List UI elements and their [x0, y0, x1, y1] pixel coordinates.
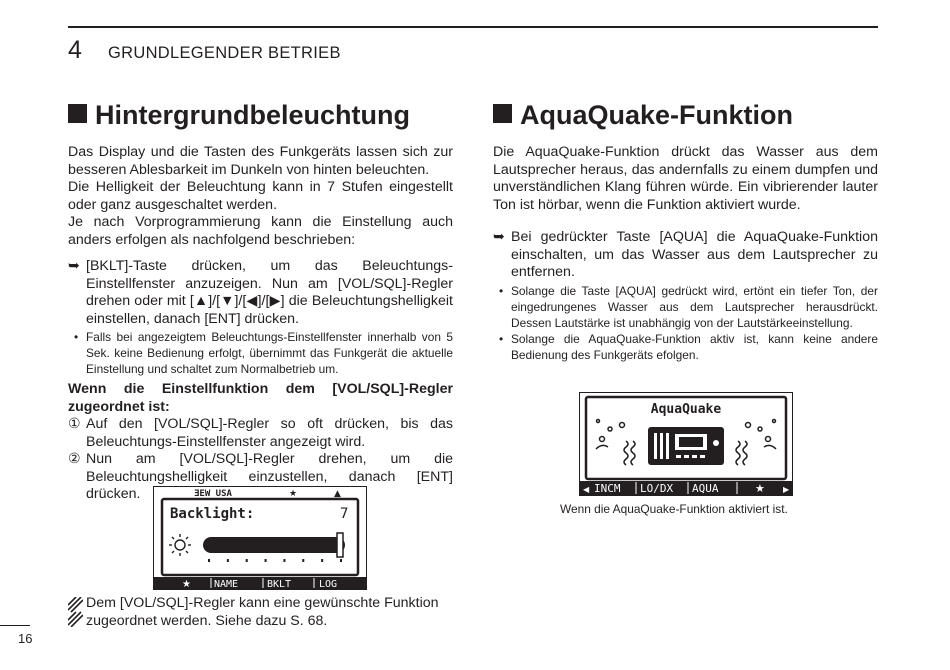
backlight-section [68, 144, 453, 504]
dot-bullet-icon: • [499, 283, 504, 298]
instruction-bullet: ➥ [BKLT]-Taste drücken, um das Beleuchtungs-Einstellfenster anzuzeigen. Nun am [VOL/SQL]-Regler drehen oder mit [▲]/[▼]/[◀]/[▶] die Beleuchtungshelligkeit einstellen, danach [ENT] drücken. [68, 258, 453, 327]
softkey-lodx: LO/DX [640, 482, 674, 495]
backlight-lcd-screenshot [153, 486, 367, 590]
aquaquake-lcd-screenshot [579, 392, 793, 496]
aquaquake-title: AquaQuake [650, 402, 722, 417]
backlight-value: 7 [340, 506, 349, 522]
dot-bullet-icon: • [74, 330, 79, 344]
softkey-star: ★ [755, 482, 765, 495]
sub-bullet: • Solange die AquaQuake-Funktion aktiv ist, kann keine andere Bedienung des Funkgeräts efolgen. [499, 331, 878, 362]
chapter-title: GRUNDLEGENDER BETRIEB [108, 44, 341, 62]
square-bullet-icon [68, 104, 87, 123]
softkey-bklt: BKLT [267, 579, 292, 589]
bold-subheading: Wenn die Einstellfunktion dem [VOL/SQL]-Regler zugeordnet ist: [68, 381, 453, 415]
lcd-top-marker-icon: ▲ [334, 489, 341, 499]
arrow-bullet-icon: ➥ [68, 258, 80, 274]
section-heading-backlight: Hintergrundbeleuchtung [68, 100, 410, 131]
section-heading-aquaquake: AquaQuake-Funktion [493, 100, 793, 131]
softkey-aqua: AQUA [692, 482, 719, 495]
level-bar-fill [204, 538, 344, 552]
softkey-left-arrow-icon: ◀ [583, 485, 590, 494]
softkey-log: LOG [319, 579, 338, 589]
level-tick [208, 559, 210, 562]
note-hatch-icon [68, 597, 83, 627]
figure-caption: Wenn die AquaQuake-Funktion aktiviert ist. [560, 502, 788, 516]
square-bullet-icon [493, 104, 512, 123]
intro-paragraph: Die AquaQuake-Funktion drückt das Wasser aus dem Lautsprecher heraus, das andernfalls zu einem dumpfen und unverständlichen Klang führen würde. Ein vibrierender lauter Ton ist hörbar, wenn die Funktion aktiviert wurde. [493, 144, 878, 213]
step-2: ② Nun am [VOL/SQL]-Regler drehen, um die Beleuchtungshelligkeit einzustellen, danach [ENT] drücken. [68, 451, 453, 502]
level-tick [227, 559, 229, 562]
instruction-bullet: ➥ Bei gedrückter Taste [AQUA] die AquaQuake-Funktion einschalten, um das Wasser aus dem Lautsprecher zu entfernen. [493, 229, 878, 280]
level-tick [302, 559, 304, 562]
intro-paragraph: Das Display und die Tasten des Funkgeräts lassen sich zur besseren Ablesbarkeit im Dunkeln von hinten beleuchten. [68, 144, 453, 178]
backlight-lcd-graphic [154, 487, 366, 589]
page-number: 16 [18, 631, 33, 646]
backlight-label: Backlight: [170, 506, 255, 522]
softkey-right-arrow-icon: ▶ [783, 485, 790, 494]
level-tick [340, 559, 342, 562]
aquaquake-lcd-graphic [580, 393, 792, 495]
softkey-incm: INCM [594, 482, 621, 495]
level-knob [337, 533, 343, 557]
header-rule [68, 26, 878, 28]
dot-bullet-icon: • [499, 331, 504, 346]
level-tick [265, 559, 267, 562]
level-tick [283, 559, 285, 562]
step-1: ① Auf den [VOL/SQL]-Regler so oft drücken, bis das Beleuchtungs-Einstellfenster angezeigt wird. [68, 416, 453, 450]
intro-paragraph: Die Helligkeit der Beleuchtung kann in 7 Stufen eingestellt oder ganz ausgeschaltet werden. [68, 179, 453, 213]
lcd-top-star-icon: ★ [289, 489, 298, 499]
lcd-top-text: ƎEW USA [194, 489, 232, 499]
arrow-bullet-icon: ➥ [493, 229, 505, 245]
note-box [68, 595, 453, 630]
aquaquake-section [493, 144, 878, 363]
footer-rule [0, 625, 30, 626]
intro-paragraph: Je nach Vorprogrammierung kann die Einstellung auch anders erfolgen als nachfolgend beschrieben: [68, 214, 453, 248]
sub-bullet: • Falls bei angezeigtem Beleuchtungs-Einstellfenster innerhalb von 5 Sek. keine Bedienung erfolgt, übernimmt das Funkgerät die aktuelle Einstellung und schaltet zum Normalbetrieb um. [74, 330, 453, 376]
softkey-star: ★ [182, 579, 191, 589]
level-tick [321, 559, 323, 562]
note-text: Dem [VOL/SQL]-Regler kann eine gewünschte Funktion zugeordnet werden. Siehe dazu S. 68. [86, 595, 439, 629]
radio-icon [648, 427, 724, 465]
softkey-name: NAME [214, 579, 239, 589]
chapter-number: 4 [68, 36, 82, 64]
level-tick [246, 559, 248, 562]
sub-bullet: • Solange die Taste [AQUA] gedrückt wird, ertönt ein tiefer Ton, der eingedrungenes Wasser aus dem Lautsprecher herausdrückt. Dessen Lautstärke ist unabhängig von der Lautstärkeeinstellung. [499, 283, 878, 330]
